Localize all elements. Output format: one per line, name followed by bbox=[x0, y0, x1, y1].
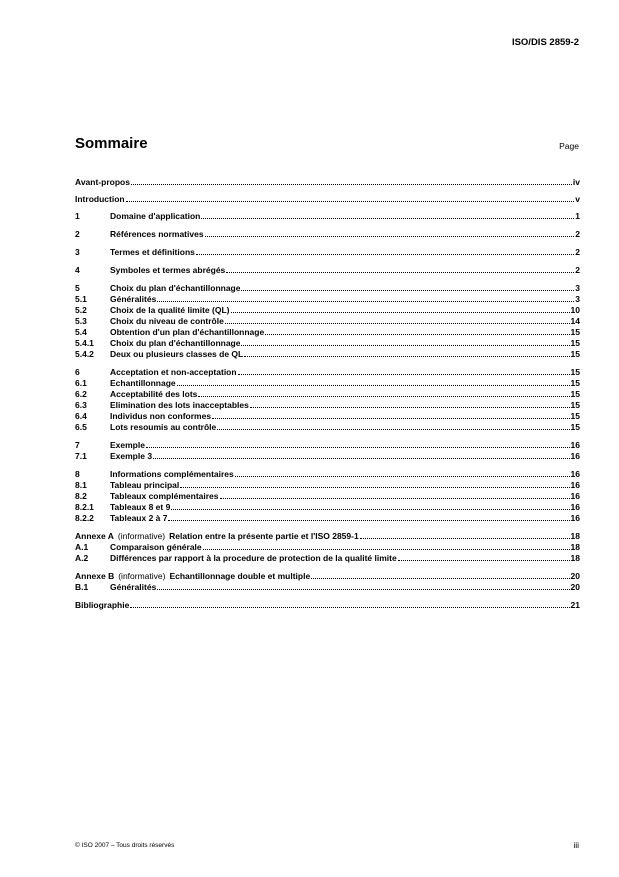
toc-entry-number: 6.1 bbox=[75, 378, 87, 388]
toc-entry-page: v bbox=[575, 194, 580, 204]
toc-entry-page: 16 bbox=[570, 480, 580, 490]
dot-leader bbox=[171, 502, 569, 510]
toc-entry-page: iv bbox=[572, 177, 580, 187]
toc-entry[interactable] bbox=[75, 294, 580, 305]
toc-entry[interactable] bbox=[75, 327, 580, 338]
document-id: ISO/DIS 2859-2 bbox=[511, 37, 579, 48]
toc-entry[interactable] bbox=[75, 194, 580, 205]
dot-leader bbox=[360, 531, 570, 539]
toc-entry-title: Choix du niveau de contrôle bbox=[110, 316, 224, 326]
toc-entry-title bbox=[75, 531, 359, 542]
toc-entry-title: Lots resoumis au contrôle bbox=[110, 422, 217, 432]
toc-entry-number: 8.2.1 bbox=[75, 502, 94, 512]
toc-entry-page: 1 bbox=[575, 211, 580, 221]
toc-entry-number: 3 bbox=[75, 247, 80, 257]
toc-entry-page: 3 bbox=[575, 283, 580, 293]
page-number: iii bbox=[573, 840, 579, 850]
toc-entry-page: 15 bbox=[570, 422, 580, 432]
dot-leader bbox=[130, 600, 569, 608]
toc-entry[interactable] bbox=[75, 316, 580, 327]
toc-entry-number: 6 bbox=[75, 367, 80, 377]
annex-title: Relation entre la présente partie et l'ISO 2859-1 bbox=[169, 531, 359, 541]
toc-entry-title: Tableau principal bbox=[110, 480, 180, 490]
toc-entry-title: Choix de la qualité limite (QL) bbox=[110, 305, 230, 315]
toc-entry-number: 5.4 bbox=[75, 327, 87, 337]
toc-entry-page: 16 bbox=[570, 440, 580, 450]
toc-entry-number: 7 bbox=[75, 440, 80, 450]
toc-entry-page: 2 bbox=[575, 265, 580, 275]
toc-entry-number: 6.4 bbox=[75, 411, 87, 421]
toc-entry[interactable] bbox=[75, 553, 580, 564]
toc-entry-page: 15 bbox=[570, 327, 580, 337]
toc-entry-title: Généralités bbox=[110, 294, 157, 304]
dot-leader bbox=[231, 305, 570, 313]
toc-entry-title: Généralités bbox=[110, 582, 157, 592]
toc-entry-page: 18 bbox=[570, 553, 580, 563]
toc-entry-number: 5.4.1 bbox=[75, 338, 94, 348]
dot-leader bbox=[153, 451, 569, 459]
toc-entry-number: 5.3 bbox=[75, 316, 87, 326]
annex-title: Echantillonnage double et multiple bbox=[169, 571, 311, 581]
dot-leader bbox=[225, 316, 570, 324]
toc-entry[interactable] bbox=[75, 502, 580, 513]
toc-entry-title: Elimination des lots inacceptables bbox=[110, 400, 249, 410]
toc-entry[interactable] bbox=[75, 400, 580, 411]
dot-leader bbox=[146, 440, 570, 448]
dot-leader bbox=[177, 378, 570, 386]
toc-entry-title bbox=[75, 571, 310, 582]
toc-entry-title: Tableaux complémentaires bbox=[110, 491, 219, 501]
dot-leader bbox=[201, 211, 574, 219]
dot-leader bbox=[226, 265, 574, 273]
toc-entry-title: Individus non conformes bbox=[110, 411, 212, 421]
toc-entry-page: 15 bbox=[570, 411, 580, 421]
toc-entry[interactable] bbox=[75, 265, 580, 276]
toc-entry-number: 5.4.2 bbox=[75, 349, 94, 359]
toc-entry-page: 14 bbox=[570, 316, 580, 326]
toc-entry[interactable] bbox=[75, 469, 580, 480]
dot-leader bbox=[157, 582, 569, 590]
toc-entry-page: 16 bbox=[570, 502, 580, 512]
dot-leader bbox=[126, 194, 575, 202]
dot-leader bbox=[311, 571, 569, 579]
toc-entry[interactable] bbox=[75, 531, 580, 542]
toc-entry-number: A.1 bbox=[75, 542, 89, 552]
toc-entry-title: Exemple bbox=[110, 440, 145, 450]
dot-leader bbox=[196, 247, 574, 255]
toc-entry-title: Choix du plan d'échantillonnage bbox=[110, 283, 241, 293]
dot-leader bbox=[250, 400, 570, 408]
toc-entry-title: Acceptation et non-acceptation bbox=[110, 367, 237, 377]
toc-entry-page: 15 bbox=[570, 400, 580, 410]
toc-entry-title: Références normatives bbox=[110, 229, 204, 239]
toc-entry-page: 16 bbox=[570, 491, 580, 501]
toc-entry[interactable] bbox=[75, 480, 580, 491]
toc-entry[interactable] bbox=[75, 283, 580, 294]
toc-entry-number: 8.1 bbox=[75, 480, 87, 490]
toc-entry-title: Symboles et termes abrégés bbox=[110, 265, 226, 275]
toc-entry-number: 8 bbox=[75, 469, 80, 479]
toc-entry-page: 18 bbox=[570, 531, 580, 541]
toc-entry[interactable] bbox=[75, 389, 580, 400]
toc-entry-page: 18 bbox=[570, 542, 580, 552]
dot-leader bbox=[180, 480, 569, 488]
toc-entry-title: Echantillonnage bbox=[110, 378, 176, 388]
dot-leader bbox=[241, 338, 569, 346]
dot-leader bbox=[235, 469, 570, 477]
toc-entry-page: 16 bbox=[570, 513, 580, 523]
toc-entry[interactable] bbox=[75, 247, 580, 258]
toc-entry[interactable] bbox=[75, 542, 580, 553]
toc-entry[interactable] bbox=[75, 440, 580, 451]
toc-entry-title: Termes et définitions bbox=[110, 247, 195, 257]
dot-leader bbox=[241, 283, 574, 291]
toc-entry-page: 15 bbox=[570, 349, 580, 359]
toc-entry-number: 5.2 bbox=[75, 305, 87, 315]
toc-entry-number: 5.1 bbox=[75, 294, 87, 304]
toc-entry-page: 16 bbox=[570, 469, 580, 479]
toc-entry-number: 5 bbox=[75, 283, 80, 293]
dot-leader bbox=[244, 349, 569, 357]
toc-entry-title: Bibliographie bbox=[75, 600, 130, 610]
toc-entry-page: 2 bbox=[575, 247, 580, 257]
dot-leader bbox=[205, 229, 575, 237]
dot-leader bbox=[398, 553, 570, 561]
toc-entry-number: 8.2 bbox=[75, 491, 87, 501]
toc-entry-title: Informations complémentaires bbox=[110, 469, 234, 479]
toc-entry-title: Domaine d'application bbox=[110, 211, 201, 221]
toc-entry-number: 8.2.2 bbox=[75, 513, 94, 523]
toc-entry[interactable] bbox=[75, 378, 580, 389]
toc-entry-title: Exemple 3 bbox=[110, 451, 153, 461]
page-column-label: Page bbox=[559, 141, 579, 151]
toc-entry-page: 15 bbox=[570, 378, 580, 388]
toc-entry-title: Différences par rapport à la procedure de protection de la qualité limite bbox=[110, 553, 397, 563]
toc-entry[interactable] bbox=[75, 451, 580, 462]
toc-entry[interactable] bbox=[75, 582, 580, 593]
toc-entry-title: Tableaux 8 et 9 bbox=[110, 502, 171, 512]
dot-leader bbox=[265, 327, 569, 335]
toc-entry[interactable] bbox=[75, 513, 580, 524]
toc-entry[interactable] bbox=[75, 305, 580, 316]
toc-entry-number: 4 bbox=[75, 265, 80, 275]
toc-entry-title: Avant-propos bbox=[75, 177, 130, 187]
toc-entry-number: 2 bbox=[75, 229, 80, 239]
toc-entry-page: 2 bbox=[575, 229, 580, 239]
toc-entry[interactable] bbox=[75, 349, 580, 360]
toc-entry[interactable] bbox=[75, 177, 580, 188]
dot-leader bbox=[157, 294, 574, 302]
toc-entry-page: 21 bbox=[570, 600, 580, 610]
toc-entry-page: 3 bbox=[575, 294, 580, 304]
toc-entry-title: Obtention d'un plan d'échantillonnage bbox=[110, 327, 265, 337]
toc-entry-title: Tableaux 2 à 7 bbox=[110, 513, 168, 523]
toc-entry-page: 20 bbox=[570, 582, 580, 592]
toc-entry[interactable] bbox=[75, 367, 580, 378]
dot-leader bbox=[238, 367, 570, 375]
toc-entry-number: A.2 bbox=[75, 553, 89, 563]
toc-entry-title: Comparaison générale bbox=[110, 542, 202, 552]
toc-entry-page: 10 bbox=[570, 305, 580, 315]
toc-entry-number: 7.1 bbox=[75, 451, 87, 461]
toc-entry-number: B.1 bbox=[75, 582, 89, 592]
toc-entry-page: 15 bbox=[570, 389, 580, 399]
toc-entry-number: 6.3 bbox=[75, 400, 87, 410]
toc-entry-title: Deux ou plusieurs classes de QL bbox=[110, 349, 244, 359]
dot-leader bbox=[212, 411, 569, 419]
table-of-contents bbox=[75, 177, 580, 611]
dot-leader bbox=[198, 389, 569, 397]
toc-entry[interactable] bbox=[75, 491, 580, 502]
toc-entry-title: Choix du plan d'échantillonnage bbox=[110, 338, 241, 348]
toc-entry[interactable] bbox=[75, 211, 580, 222]
copyright-notice: © ISO 2007 – Tous droits réservés bbox=[75, 842, 175, 849]
dot-leader bbox=[203, 542, 570, 550]
dot-leader bbox=[131, 177, 572, 185]
toc-entry-page: 16 bbox=[570, 451, 580, 461]
toc-entry[interactable] bbox=[75, 422, 580, 433]
toc-entry-page: 15 bbox=[570, 367, 580, 377]
toc-entry-title: Acceptabilité des lots bbox=[110, 389, 198, 399]
toc-entry[interactable] bbox=[75, 338, 580, 349]
annex-informative-label: (informative) bbox=[118, 571, 166, 581]
toc-entry[interactable] bbox=[75, 229, 580, 240]
toc-entry[interactable] bbox=[75, 571, 580, 582]
toc-entry-number: 1 bbox=[75, 211, 80, 221]
toc-entry-page: 15 bbox=[570, 338, 580, 348]
toc-entry[interactable] bbox=[75, 411, 580, 422]
toc-entry-number: 6.5 bbox=[75, 422, 87, 432]
toc-entry-page: 20 bbox=[570, 571, 580, 581]
page-title: Sommaire bbox=[75, 135, 148, 152]
annex-label: Annexe B bbox=[75, 571, 115, 581]
toc-entry-number: 6.2 bbox=[75, 389, 87, 399]
annex-label: Annexe A bbox=[75, 531, 114, 541]
toc-entry-title: Introduction bbox=[75, 194, 125, 204]
dot-leader bbox=[220, 491, 570, 499]
dot-leader bbox=[217, 422, 569, 430]
annex-informative-label: (informative) bbox=[117, 531, 166, 541]
toc-entry[interactable] bbox=[75, 600, 580, 611]
dot-leader bbox=[168, 513, 569, 521]
